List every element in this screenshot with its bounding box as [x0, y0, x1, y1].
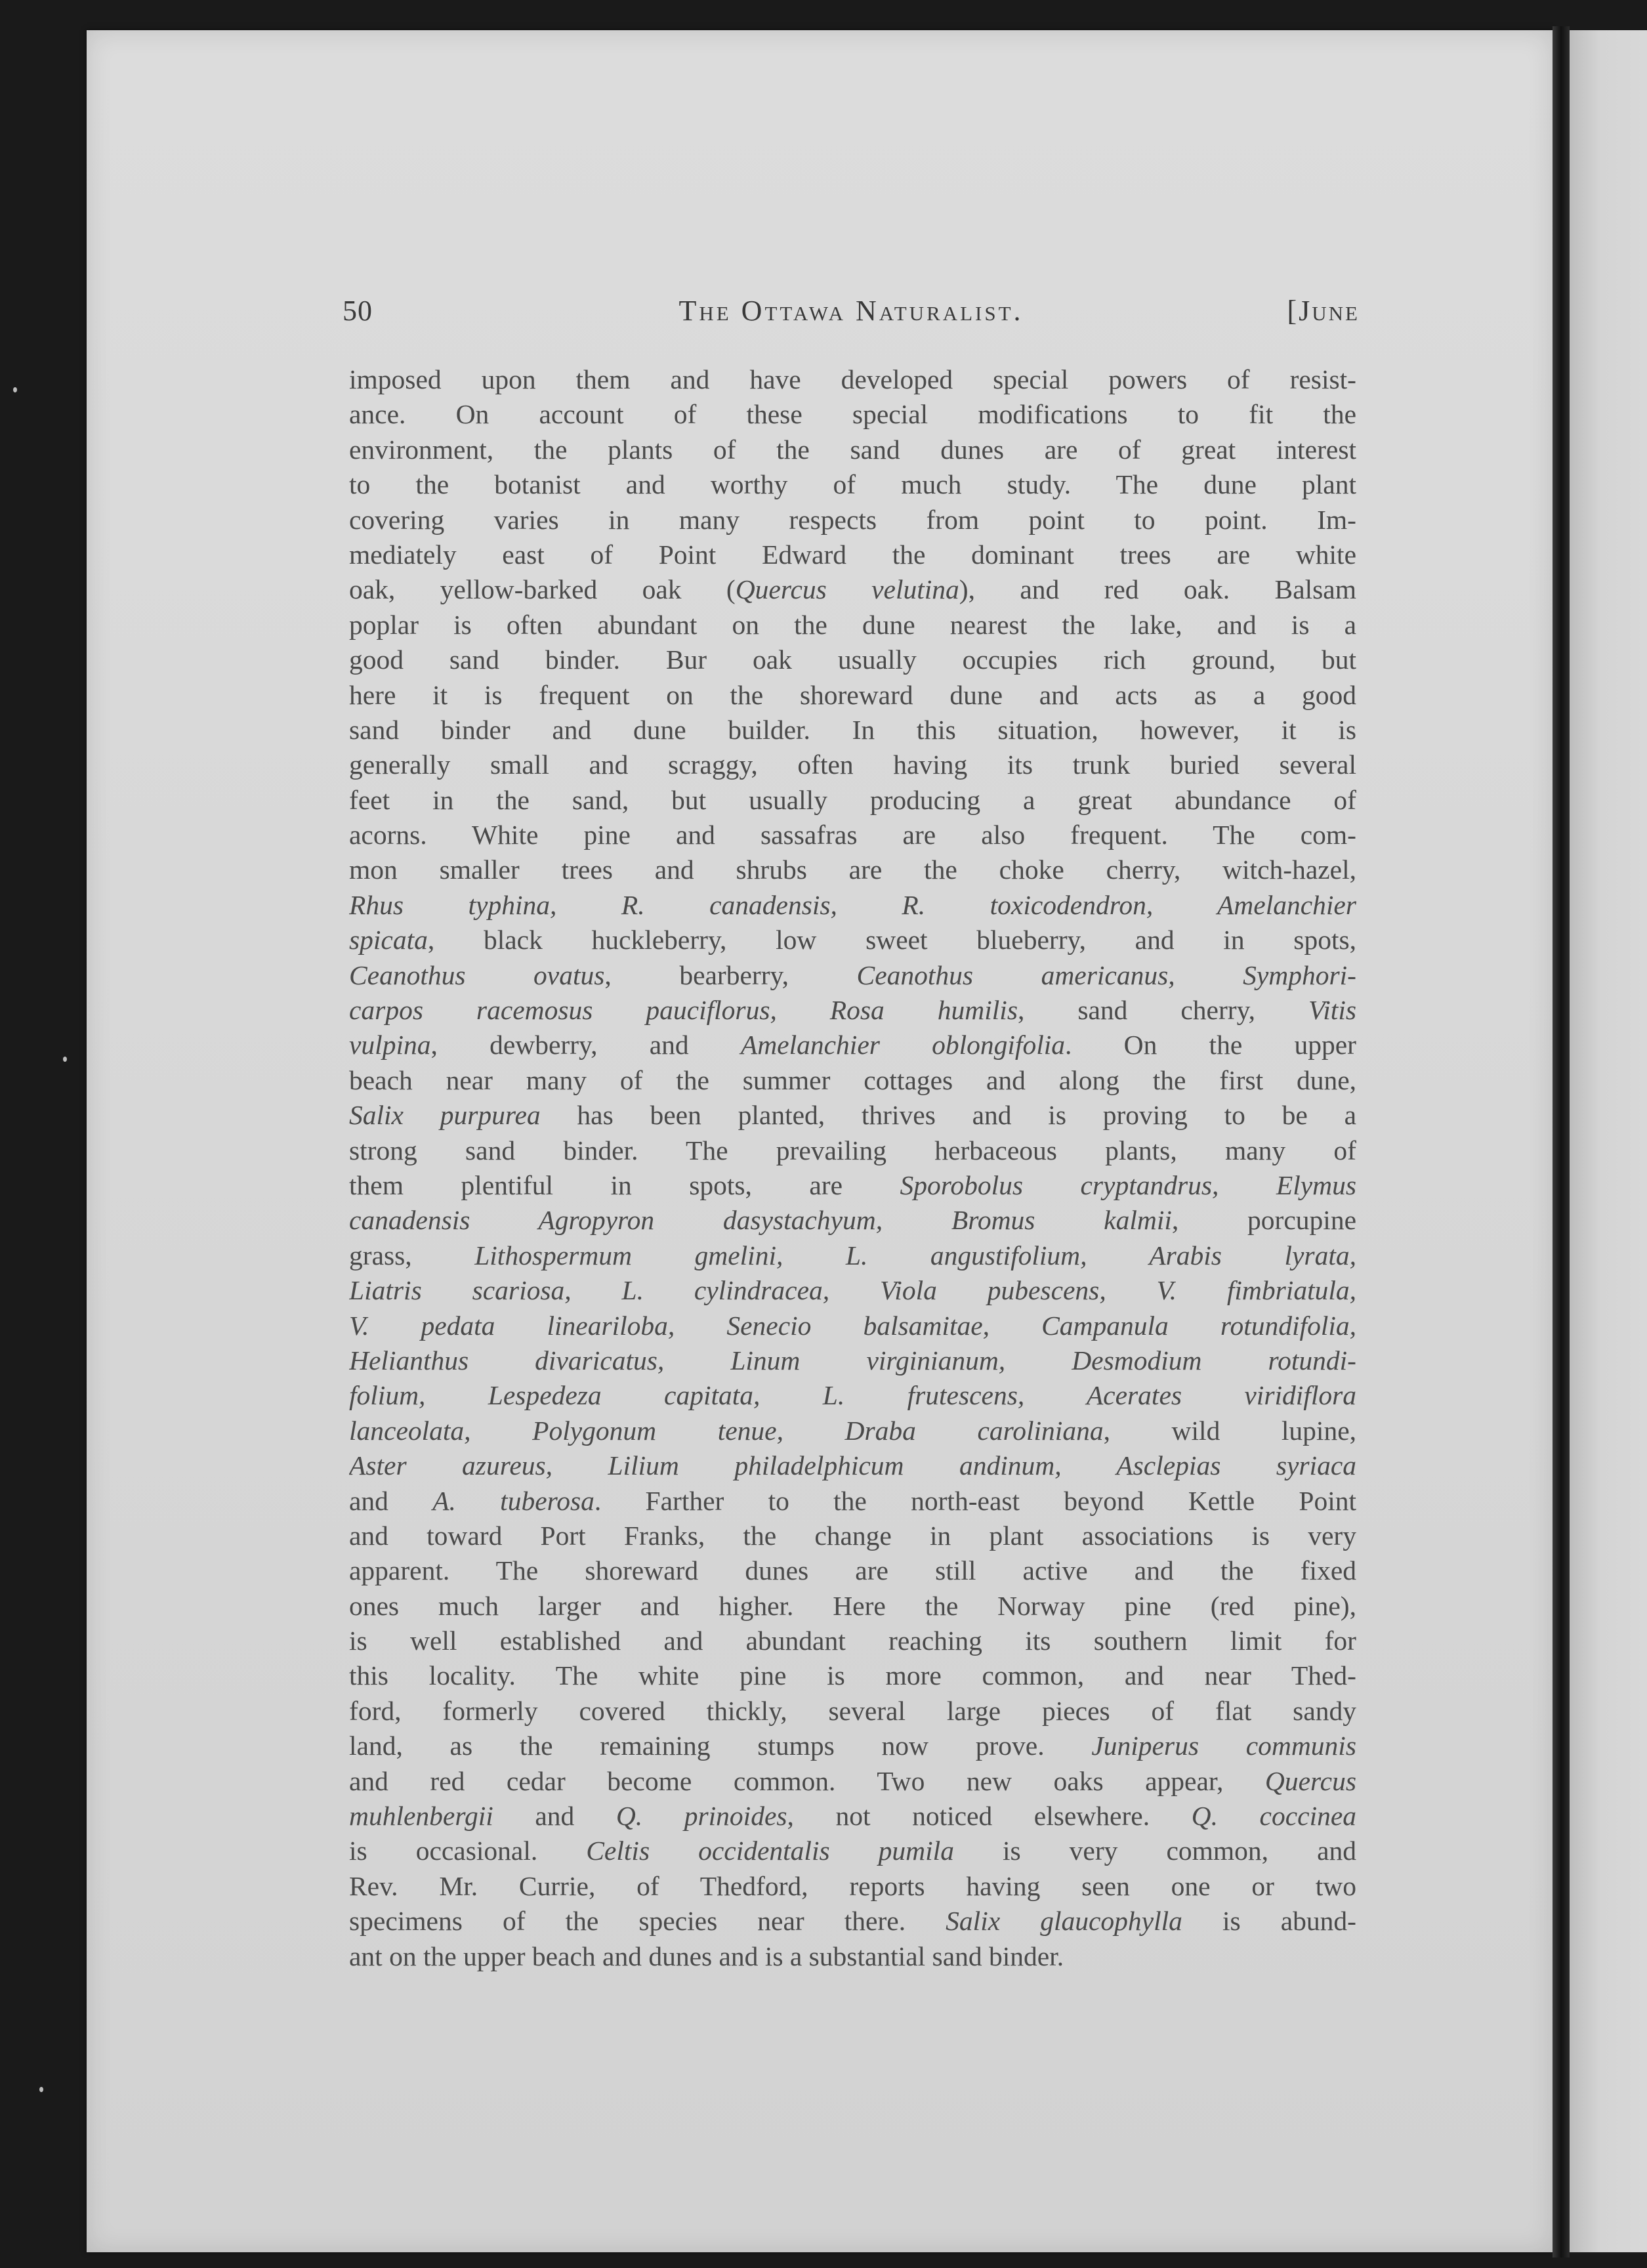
italic-run: carpos racemosus pauciflorus, Rosa humilis	[349, 995, 1018, 1026]
running-head-month: [June	[1287, 295, 1360, 327]
text-run: and red cedar become common. Two new oaks appear,	[349, 1765, 1265, 1796]
text-run: is occasional.	[349, 1836, 587, 1866]
text-run: imposed upon them and have developed special powers of resist-	[349, 364, 1356, 394]
italic-run: Ceanothus americanus, Symphori-	[856, 959, 1356, 990]
italic-run: Rhus typhina, R. canadensis, R. toxicodendron, Amelanchier	[349, 889, 1356, 920]
text-run: , bearberry,	[604, 959, 857, 990]
text-run: , sand cherry,	[1017, 995, 1308, 1026]
italic-run: Helianthus divaricatus, Linum virginianum, Desmodium rotundi-	[349, 1345, 1356, 1376]
text-line	[349, 362, 1356, 397]
italic-run: Juniperus communis	[1091, 1731, 1356, 1761]
text-line	[349, 1658, 1356, 1693]
running-head	[343, 294, 1360, 333]
text-run: and	[349, 1485, 433, 1516]
italic-run: canadensis Agropyron dasystachyum, Bromus kalmii	[349, 1205, 1172, 1236]
text-run: ), and red oak. Balsam	[959, 574, 1356, 605]
text-line	[349, 1729, 1356, 1763]
text-line	[349, 1519, 1356, 1553]
text-line	[349, 1904, 1356, 1939]
text-run: . On the upper	[1065, 1030, 1356, 1060]
text-run: , porcupine	[1171, 1205, 1356, 1236]
text-run: ant on the upper beach and dunes and is a substantial sand binder.	[349, 1941, 1064, 1971]
text-line	[349, 923, 1356, 957]
text-line	[349, 467, 1356, 502]
text-line	[349, 747, 1356, 782]
text-line	[349, 993, 1356, 1028]
italic-run: Liatris scariosa, L. cylindracea, Viola pubescens, V. fimbriatula,	[349, 1275, 1356, 1306]
italic-run: Salix glaucophylla	[946, 1906, 1182, 1937]
text-run: apparent. The shoreward dunes are still active and the fixed	[349, 1555, 1356, 1586]
text-line	[349, 818, 1356, 852]
text-line	[349, 1098, 1356, 1133]
text-run: specimens of the species near there.	[349, 1906, 946, 1937]
text-line	[349, 1168, 1356, 1203]
text-run: land, as the remaining stumps now prove.	[349, 1731, 1092, 1761]
italic-run: Q. prinoides	[615, 1801, 787, 1832]
text-line	[349, 1799, 1356, 1834]
text-line	[349, 958, 1356, 993]
dust-speck	[63, 1057, 67, 1062]
scanner-backdrop-left	[0, 0, 87, 2268]
text-run: , dewberry, and	[430, 1030, 741, 1060]
text-line	[349, 888, 1356, 923]
italic-run: Salix purpurea	[349, 1100, 541, 1131]
text-run: this locality. The white pine is more common, and near Thed-	[349, 1660, 1356, 1691]
italic-run: Quercus velutina	[735, 574, 959, 605]
text-line	[349, 642, 1356, 677]
text-run: , wild lupine,	[1103, 1415, 1356, 1446]
text-line	[349, 1589, 1356, 1624]
text-line	[349, 1869, 1356, 1904]
text-run: environment, the plants of the sand dunes are of great interest	[349, 434, 1356, 465]
facing-page-edge	[1570, 30, 1647, 2252]
text-run: here it is frequent on the shoreward dune and acts as a good	[349, 679, 1356, 710]
dust-speck	[13, 387, 17, 392]
text-run: is very common, and	[953, 1836, 1356, 1866]
text-line	[349, 1343, 1356, 1378]
text-line	[349, 397, 1356, 432]
italic-run: Lithospermum gmelini, L. angustifolium, Arabis lyrata,	[474, 1240, 1356, 1270]
journal-title: The Ottawa Naturalist.	[678, 295, 1024, 327]
italic-run: Ceanothus ovatus	[349, 959, 605, 990]
text-line	[349, 1834, 1356, 1868]
italic-run: Aster azureus, Lilium philadelphicum andinum, Asclepias syriaca	[349, 1450, 1356, 1481]
text-run: generally small and scraggy, often having its trunk buried several	[349, 749, 1356, 780]
text-run: has been planted, thrives and is proving to be a	[540, 1100, 1356, 1131]
scanner-backdrop-bottom	[0, 2252, 1647, 2268]
text-run: mon smaller trees and shrubs are the choke cherry, witch-hazel,	[349, 854, 1356, 885]
text-run: is abund-	[1182, 1906, 1356, 1937]
text-run: poplar is often abundant on the dune nearest the lake, and is a	[349, 609, 1356, 640]
text-line	[349, 713, 1356, 747]
text-line	[349, 432, 1356, 467]
italic-run: Vitis	[1308, 995, 1356, 1026]
text-run: . Farther to the north-east beyond Kettle Point	[594, 1485, 1356, 1516]
dust-speck	[39, 2087, 43, 2092]
italic-run: Amelanchier oblongifolia	[740, 1030, 1066, 1060]
text-line	[349, 503, 1356, 537]
text-run: good sand binder. Bur oak usually occupies rich ground, but	[349, 644, 1356, 675]
italic-run: muhlenbergii	[349, 1801, 493, 1832]
text-line	[349, 783, 1356, 818]
text-run: to the botanist and worthy of much study. The dune plant	[349, 469, 1356, 500]
text-run: grass,	[349, 1240, 475, 1270]
text-line	[349, 1203, 1356, 1238]
text-line	[349, 1063, 1356, 1098]
italic-run: V. pedata lineariloba, Senecio balsamitae, Campanula rotundifolia,	[349, 1310, 1356, 1341]
text-line	[349, 572, 1356, 607]
text-line	[349, 1028, 1356, 1062]
text-line	[349, 1414, 1356, 1448]
text-run: beach near many of the summer cottages and along the first dune,	[349, 1064, 1356, 1095]
text-line	[349, 1378, 1356, 1413]
text-line	[349, 1448, 1356, 1483]
text-line	[349, 1238, 1356, 1273]
text-run: ford, formerly covered thickly, several large pieces of flat sandy	[349, 1695, 1356, 1726]
scanner-backdrop-top	[0, 0, 1647, 30]
italic-run: folium, Lespedeza capitata, L. frutescens, Acerates viridiflora	[349, 1380, 1356, 1411]
text-run: , black huckleberry, low sweet blueberry, and in spots,	[427, 925, 1356, 956]
text-run: and	[493, 1801, 616, 1832]
book-gutter	[1553, 26, 1570, 2258]
text-line	[349, 678, 1356, 713]
italic-run: Sporobolus cryptandrus, Elymus	[900, 1169, 1356, 1200]
text-run: feet in the sand, but usually producing a great abundance of	[349, 784, 1356, 815]
text-run: them plentiful in spots, are	[349, 1169, 900, 1200]
text-line	[349, 1553, 1356, 1588]
text-run: and toward Port Franks, the change in plant associations is very	[349, 1520, 1356, 1551]
text-run: sand binder and dune builder. In this situation, however, it is	[349, 714, 1356, 745]
italic-run: Celtis occidentalis pumila	[586, 1836, 954, 1866]
italic-run: Quercus	[1264, 1765, 1356, 1796]
text-line	[349, 1273, 1356, 1308]
text-line	[349, 1694, 1356, 1729]
italic-run: vulpina	[349, 1030, 431, 1060]
text-run: strong sand binder. The prevailing herbaceous plants, many of	[349, 1135, 1356, 1166]
text-run: , not noticed elsewhere.	[787, 1801, 1192, 1832]
text-run: oak, yellow-barked oak (	[349, 574, 736, 605]
text-line	[349, 1939, 1356, 1974]
text-run: ance. On account of these special modifications to fit the	[349, 399, 1356, 430]
text-run: covering varies in many respects from point to point. Im-	[349, 504, 1356, 535]
text-line	[349, 1764, 1356, 1799]
italic-run: Q. coccinea	[1191, 1801, 1356, 1832]
text-run: Rev. Mr. Currie, of Thedford, reports having seen one or two	[349, 1870, 1356, 1901]
text-line	[349, 1133, 1356, 1168]
body-text	[349, 362, 1356, 1974]
text-line	[349, 537, 1356, 572]
text-line	[349, 1624, 1356, 1658]
text-line	[349, 852, 1356, 887]
text-run: ones much larger and higher. Here the Norway pine (red pine),	[349, 1590, 1356, 1621]
italic-run: spicata	[349, 925, 428, 956]
page-number: 50	[343, 295, 373, 327]
italic-run: A. tuberosa	[432, 1485, 594, 1516]
text-line	[349, 1309, 1356, 1343]
text-line	[349, 1484, 1356, 1519]
text-run: acorns. White pine and sassafras are also frequent. The com-	[349, 820, 1356, 850]
italic-run: lanceolata, Polygonum tenue, Draba caroliniana	[349, 1415, 1104, 1446]
text-run: is well established and abundant reaching its southern limit for	[349, 1626, 1356, 1656]
text-run: mediately east of Point Edward the dominant trees are white	[349, 539, 1356, 570]
text-line	[349, 608, 1356, 642]
